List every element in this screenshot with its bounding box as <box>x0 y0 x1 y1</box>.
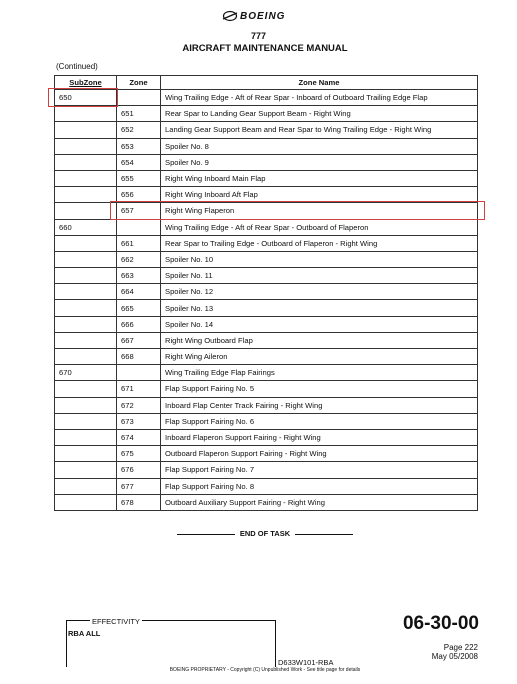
zone-cell: 657 <box>117 203 161 219</box>
zone-cell: 652 <box>117 122 161 138</box>
subzone-cell <box>55 446 117 462</box>
zone-cell: 663 <box>117 268 161 284</box>
zone-name-cell: Flap Support Fairing No. 5 <box>161 381 478 397</box>
subzone-cell <box>55 316 117 332</box>
table-row <box>55 154 478 170</box>
zone-cell: 677 <box>117 478 161 494</box>
zone-cell: 668 <box>117 349 161 365</box>
zone-cell: 678 <box>117 494 161 510</box>
header-subzone: SubZone <box>55 76 117 90</box>
subzone-cell <box>55 251 117 267</box>
table-row <box>55 332 478 348</box>
zone-cell: 662 <box>117 251 161 267</box>
table-row <box>55 365 478 381</box>
zone-name-cell: Rear Spar to Trailing Edge - Outboard of Flaperon - Right Wing <box>161 235 478 251</box>
table-row <box>55 349 478 365</box>
table-row <box>55 284 478 300</box>
table-row <box>55 122 478 138</box>
table-row <box>55 397 478 413</box>
document-id: D633W101-RBA <box>278 658 334 667</box>
effectivity-value: RBA ALL <box>68 629 101 638</box>
zone-name-cell: Spoiler No. 12 <box>161 284 478 300</box>
subzone-cell <box>55 397 117 413</box>
table-row <box>55 170 478 186</box>
aircraft-model: 777 <box>250 31 267 41</box>
zone-table-body <box>55 90 478 511</box>
zone-name-cell: Wing Trailing Edge - Aft of Rear Spar - Inboard of Outboard Trailing Edge Flap <box>161 90 478 106</box>
table-row <box>55 268 478 284</box>
zone-name-cell: Right Wing Inboard Aft Flap <box>161 187 478 203</box>
logo-wordmark: BOEING <box>240 10 286 22</box>
subzone-cell <box>55 284 117 300</box>
effectivity-box <box>66 620 276 667</box>
zone-cell: 674 <box>117 429 161 445</box>
table-row <box>55 251 478 267</box>
zone-cell <box>117 90 161 106</box>
zone-name-cell: Spoiler No. 8 <box>161 138 478 154</box>
zone-cell: 664 <box>117 284 161 300</box>
zone-table <box>54 75 478 511</box>
boeing-logo-icon <box>222 10 238 22</box>
zone-name-cell: Right Wing Aileron <box>161 349 478 365</box>
zone-name-cell: Flap Support Fairing No. 6 <box>161 413 478 429</box>
zone-cell: 653 <box>117 138 161 154</box>
subzone-cell <box>55 154 117 170</box>
zone-cell: 675 <box>117 446 161 462</box>
highlight-box-zone-657 <box>110 201 485 220</box>
effectivity-label: EFFECTIVITY <box>92 617 140 626</box>
subzone-cell <box>55 462 117 478</box>
subzone-cell <box>55 478 117 494</box>
highlight-box-subzone-650 <box>48 88 118 107</box>
subzone-cell: 660 <box>55 219 117 235</box>
page-date: May 05/2008 <box>431 652 478 661</box>
zone-cell: 673 <box>117 413 161 429</box>
zone-cell: 667 <box>117 332 161 348</box>
subzone-cell <box>55 138 117 154</box>
end-of-task-rule-right <box>295 534 353 535</box>
subzone-cell <box>55 170 117 186</box>
zone-cell: 671 <box>117 381 161 397</box>
subzone-cell <box>55 332 117 348</box>
zone-cell: 654 <box>117 154 161 170</box>
zone-cell: 655 <box>117 170 161 186</box>
zone-cell: 666 <box>117 316 161 332</box>
zone-cell: 676 <box>117 462 161 478</box>
table-row <box>55 106 478 122</box>
zone-name-cell: Rear Spar to Landing Gear Support Beam - Right Wing <box>161 106 478 122</box>
table-row <box>55 235 478 251</box>
zone-name-cell: Inboard Flap Center Track Fairing - Right Wing <box>161 397 478 413</box>
boeing-logo <box>222 10 285 22</box>
zone-name-cell: Wing Trailing Edge - Aft of Rear Spar - Outboard of Flaperon <box>161 219 478 235</box>
zone-name-cell: Spoiler No. 14 <box>161 316 478 332</box>
proprietary-notice: BOEING PROPRIETARY - Copyright (C) Unpublished Work - See title page for details <box>169 667 361 673</box>
zone-name-cell: Spoiler No. 9 <box>161 154 478 170</box>
table-row <box>55 446 478 462</box>
subzone-cell <box>55 381 117 397</box>
subzone-cell <box>55 413 117 429</box>
zone-name-cell: Right Wing Flaperon <box>161 203 478 219</box>
zone-cell: 656 <box>117 187 161 203</box>
zone-name-cell: Spoiler No. 11 <box>161 268 478 284</box>
zone-cell: 661 <box>117 235 161 251</box>
zone-cell: 651 <box>117 106 161 122</box>
table-row <box>55 316 478 332</box>
zone-name-cell: Right Wing Inboard Main Flap <box>161 170 478 186</box>
table-row <box>55 494 478 510</box>
page-number: Page 222 <box>443 643 478 652</box>
subzone-cell <box>55 122 117 138</box>
end-of-task <box>0 529 517 538</box>
table-row <box>55 219 478 235</box>
table-row <box>55 138 478 154</box>
zone-name-cell: Wing Trailing Edge Flap Fairings <box>161 365 478 381</box>
zone-cell: 672 <box>117 397 161 413</box>
subzone-cell <box>55 494 117 510</box>
header-zone-name: Zone Name <box>161 76 478 90</box>
zone-name-cell: Outboard Flaperon Support Fairing - Right Wing <box>161 446 478 462</box>
table-row <box>55 478 478 494</box>
table-row <box>55 381 478 397</box>
subzone-cell <box>55 106 117 122</box>
page-code: 06-30-00 <box>402 613 479 634</box>
subzone-cell <box>55 300 117 316</box>
end-of-task-label: END OF TASK <box>239 529 291 538</box>
subzone-cell <box>55 429 117 445</box>
zone-cell: 665 <box>117 300 161 316</box>
zone-name-cell: Right Wing Outboard Flap <box>161 332 478 348</box>
zone-name-cell: Landing Gear Support Beam and Rear Spar to Wing Trailing Edge - Right Wing <box>161 122 478 138</box>
zone-cell <box>117 219 161 235</box>
table-row <box>55 300 478 316</box>
subzone-cell: 670 <box>55 365 117 381</box>
header-zone: Zone <box>117 76 161 90</box>
manual-title: AIRCRAFT MAINTENANCE MANUAL <box>182 43 348 54</box>
zone-name-cell: Spoiler No. 13 <box>161 300 478 316</box>
zone-name-cell: Flap Support Fairing No. 8 <box>161 478 478 494</box>
subzone-cell <box>55 235 117 251</box>
zone-name-cell: Flap Support Fairing No. 7 <box>161 462 478 478</box>
zone-name-cell: Inboard Flaperon Support Fairing - Right Wing <box>161 429 478 445</box>
subzone-cell <box>55 268 117 284</box>
zone-name-cell: Outboard Auxiliary Support Fairing - Right Wing <box>161 494 478 510</box>
zone-cell <box>117 365 161 381</box>
subzone-cell: 650 <box>55 90 117 106</box>
table-row <box>55 413 478 429</box>
subzone-cell <box>55 349 117 365</box>
zone-name-cell: Spoiler No. 10 <box>161 251 478 267</box>
continued-label: (Continued) <box>56 62 98 71</box>
subzone-cell <box>55 187 117 203</box>
table-row <box>55 462 478 478</box>
table-row <box>55 429 478 445</box>
end-of-task-rule-left <box>177 534 235 535</box>
subzone-cell <box>55 203 117 219</box>
